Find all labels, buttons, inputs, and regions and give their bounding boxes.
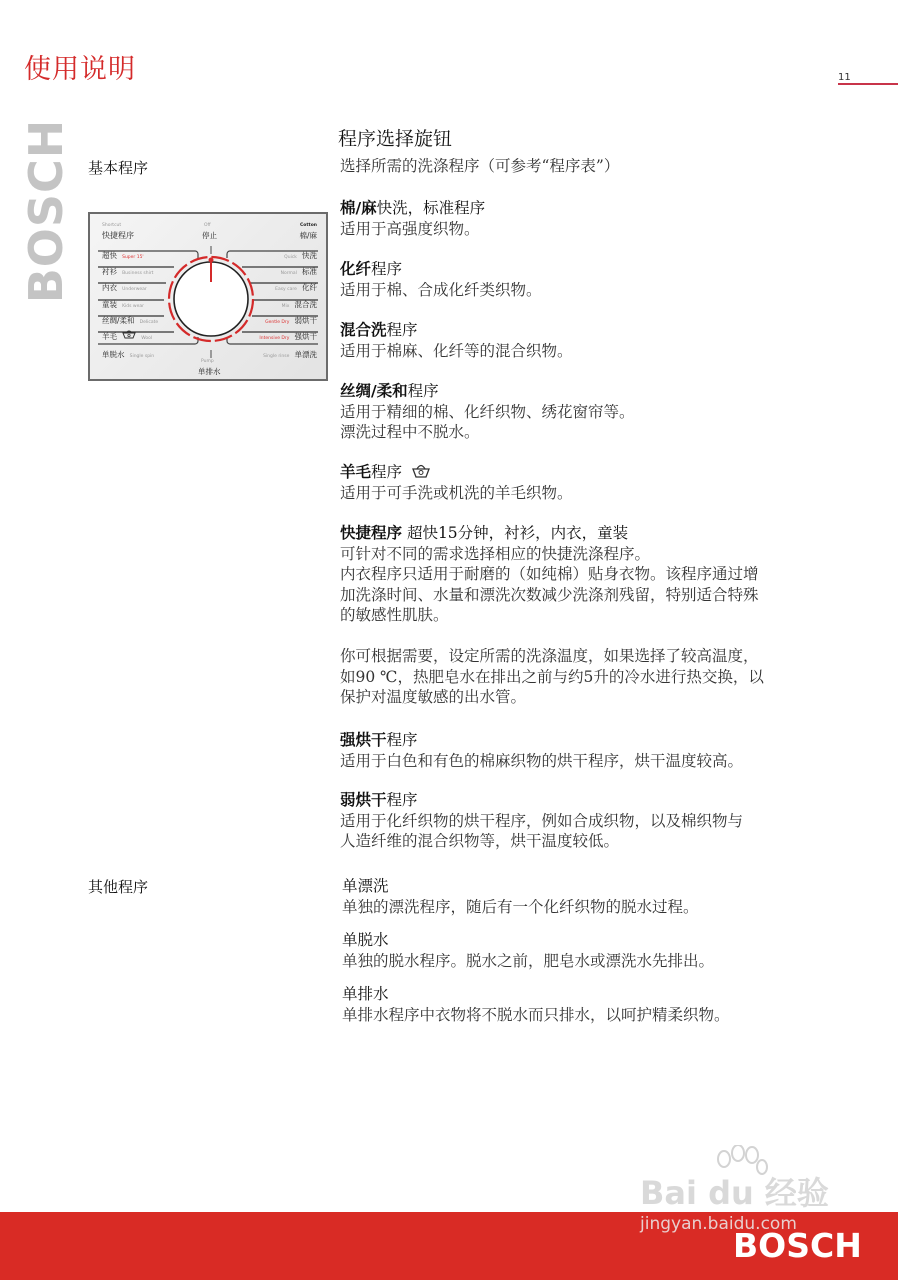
program-shortcut: 快捷程序 超快15分钟，衬衫，内衣，童装 可针对不同的需求选择相应的快捷洗涤程序。 内衣程序只适用于耐磨的（如纯棉）贴身衣物。该程序通过增 加洗涤时间、水量和漂洗次数减少洗涤剂残留，特别适合特殊 的敏感性肌肤。 [340, 524, 759, 624]
program-mix: 混合洗程序 适用于棉麻、化纤等的混合织物。 [340, 321, 573, 360]
dial-option-delicate[interactable]: 丝绸/柔和 Delicate [102, 316, 159, 325]
dial-option-super15[interactable]: 超快 Super 15' [102, 251, 144, 260]
dial-option-mix[interactable]: Mix 混合洗 [281, 300, 317, 309]
program-gentle-dry: 弱烘干程序 适用于化纤织物的烘干程序，例如合成织物，以及棉织物与 人造纤维的混合织物等，烘干温度较低。 [340, 791, 744, 850]
side-brand-logo: BOSCH [19, 118, 73, 304]
section-title: 程序选择旋钮 [338, 128, 453, 150]
dial-right-group-en: Cotton [300, 223, 317, 228]
dial-top-en: Off [204, 223, 211, 228]
dial-option-business-shirt[interactable]: 衬衫 Business shirt [102, 267, 154, 276]
dial-left-group-en: Shortcut [102, 223, 122, 228]
wool-handwash-icon [122, 330, 136, 339]
program-dial-panel [88, 212, 328, 381]
dial-left-group-cn: 快捷程序 [102, 231, 134, 240]
program-pump: 单排水 单排水程序中衣物将不脱水而只排水，以呵护精柔织物。 [342, 985, 730, 1024]
basic-programs-label: 基本程序 [88, 159, 149, 177]
program-single-spin: 单脱水 单独的脱水程序。脱水之前，肥皂水或漂洗水先排出。 [342, 931, 715, 970]
page-number-rule [838, 83, 898, 85]
dial-option-intensive-dry[interactable]: Intensive Dry 强烘干 [259, 332, 317, 341]
dial-option-pump[interactable]: 单排水 [198, 367, 221, 376]
program-wool: 羊毛程序 适用于可手洗或机洗的羊毛织物。 [340, 463, 573, 502]
dial-option-easy-care[interactable]: Easy care 化纤 [275, 283, 317, 292]
dial-option-normal[interactable]: Normal 标准 [280, 267, 317, 276]
page-number: 11 [838, 72, 851, 83]
dial-option-off[interactable]: 停止 [202, 231, 217, 240]
dial-bottom-en: Pump [201, 359, 214, 364]
wool-handwash-icon [411, 463, 431, 479]
dial-option-kids-wear[interactable]: 童装 Kids wear [102, 300, 144, 309]
page-header-title: 使用说明 [24, 54, 136, 85]
dial-option-single-rinse[interactable]: Single rinse 单漂洗 [263, 350, 317, 359]
dial-right-group-cn: 棉/麻 [299, 231, 317, 240]
dial-option-single-spin[interactable]: 单脱水 Single spin [102, 350, 155, 359]
program-intensive-dry: 强烘干程序 适用于白色和有色的棉麻织物的烘干程序，烘干温度较高。 [340, 731, 744, 770]
dial-option-underwear[interactable]: 内衣 Underwear [102, 283, 147, 292]
program-easy-care: 化纤程序 适用于棉、合成化纤类织物。 [340, 260, 542, 299]
footer-brand-logo: BOSCH [733, 1226, 862, 1265]
program-single-rinse: 单漂洗 单独的漂洗程序，随后有一个化纤织物的脱水过程。 [342, 877, 699, 916]
dial-option-wool[interactable]: 羊毛 Wool [102, 332, 153, 341]
dial-option-gentle-dry[interactable]: Gentle Dry 弱烘干 [265, 316, 317, 325]
dial-option-quick[interactable]: Quick 快洗 [284, 251, 317, 260]
temperature-note: 你可根据需要，设定所需的洗涤温度，如果选择了较高温度， 如90 ℃，热肥皂水在排出之前与约5升的冷水进行热交换，以 保护对温度敏感的出水管。 [340, 647, 764, 706]
intro-text: 选择所需的洗涤程序（可参考“程序表”） [340, 157, 620, 175]
other-programs-label: 其他程序 [88, 878, 149, 896]
program-delicate: 丝绸/柔和程序 适用于精细的棉、化纤织物、绣花窗帘等。 漂洗过程中不脱水。 [340, 382, 635, 441]
program-cotton: 棉/麻快洗，标准程序 适用于高强度织物。 [340, 199, 486, 238]
